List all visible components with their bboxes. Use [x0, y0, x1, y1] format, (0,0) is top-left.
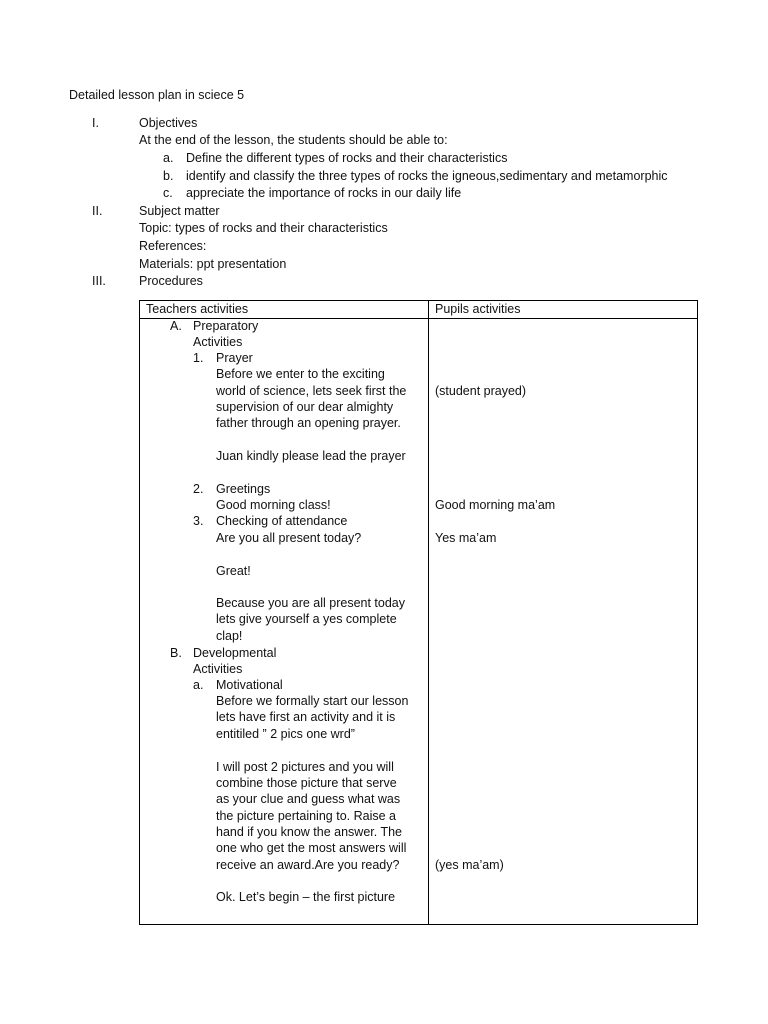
motivational-line: Before we formally start our lesson	[216, 694, 409, 708]
attendance-clap-line: lets give yourself a yes complete	[216, 612, 397, 626]
prayer-line: world of science, lets seek first the	[216, 384, 407, 398]
pupil-response: Good morning ma’am	[435, 498, 556, 512]
attendance-great: Great!	[216, 564, 251, 578]
pupil-response: (student prayed)	[435, 384, 527, 398]
objective-marker: c.	[163, 186, 173, 200]
pupil-response: (yes ma’am)	[435, 858, 504, 872]
instruction-line: receive an award.Are you ready?	[216, 858, 400, 872]
motivational-marker: a.	[193, 678, 204, 692]
pupil-response: Yes ma’am	[435, 531, 497, 545]
instruction-line: the picture pertaining to. Raise a	[216, 809, 396, 823]
section-2-numeral: II.	[92, 204, 103, 218]
objective-marker: a.	[163, 151, 174, 165]
section-1-numeral: I.	[92, 116, 99, 130]
section-b-marker: B.	[170, 646, 182, 660]
instruction-line: one who get the most answers will	[216, 841, 407, 855]
subject-references: References:	[139, 239, 207, 253]
attendance-marker: 3.	[193, 514, 204, 528]
objectives-intro: At the end of the lesson, the students should be able to:	[139, 133, 448, 147]
objective-item: appreciate the importance of rocks in our daily life	[186, 186, 462, 200]
motivational-line: entitiled ” 2 pics one wrd”	[216, 727, 355, 741]
prayer-line: supervision of our dear almighty	[216, 400, 394, 414]
header-teachers-activities: Teachers activities	[146, 302, 249, 316]
objective-item: identify and classify the three types of rocks the igneous,sedimentary and metamorphic	[186, 169, 668, 183]
motivational-line: lets have first an activity and it is	[216, 710, 396, 724]
prayer-line: Before we enter to the exciting	[216, 367, 385, 381]
attendance-title: Checking of attendance	[216, 514, 348, 528]
instruction-line: as your clue and guess what was	[216, 792, 401, 806]
motivational-begin: Ok. Let’s begin – the first picture	[216, 890, 396, 904]
greetings-line: Good morning class!	[216, 498, 331, 512]
section-3-heading: Procedures	[139, 274, 203, 288]
motivational-title: Motivational	[216, 678, 283, 692]
attendance-line: Are you all present today?	[216, 531, 362, 545]
greetings-title: Greetings	[216, 482, 271, 496]
prayer-title: Prayer	[216, 351, 253, 365]
section-1-heading: Objectives	[139, 116, 198, 130]
section-b-label: Developmental	[193, 646, 277, 660]
objective-marker: b.	[163, 169, 174, 183]
instruction-line: I will post 2 pictures and you will	[216, 760, 394, 774]
instruction-line: combine those picture that serve	[216, 776, 397, 790]
table-column-divider	[428, 300, 429, 925]
section-b-label: Activities	[193, 662, 243, 676]
section-3-numeral: III.	[92, 274, 106, 288]
instruction-line: hand if you know the answer. The	[216, 825, 402, 839]
objective-item: Define the different types of rocks and their characteristics	[186, 151, 508, 165]
prayer-lead: Juan kindly please lead the prayer	[216, 449, 406, 463]
greetings-marker: 2.	[193, 482, 204, 496]
attendance-clap-line: clap!	[216, 629, 243, 643]
subject-topic: Topic: types of rocks and their characteristics	[139, 221, 388, 235]
prayer-marker: 1.	[193, 351, 204, 365]
section-a-label: Preparatory	[193, 319, 259, 333]
document-title: Detailed lesson plan in sciece 5	[69, 88, 245, 102]
attendance-clap-line: Because you are all present today	[216, 596, 406, 610]
subject-materials: Materials: ppt presentation	[139, 257, 287, 271]
section-a-marker: A.	[170, 319, 182, 333]
header-pupils-activities: Pupils activities	[435, 302, 521, 316]
section-2-heading: Subject matter	[139, 204, 220, 218]
section-a-label: Activities	[193, 335, 243, 349]
prayer-line: father through an opening prayer.	[216, 416, 401, 430]
